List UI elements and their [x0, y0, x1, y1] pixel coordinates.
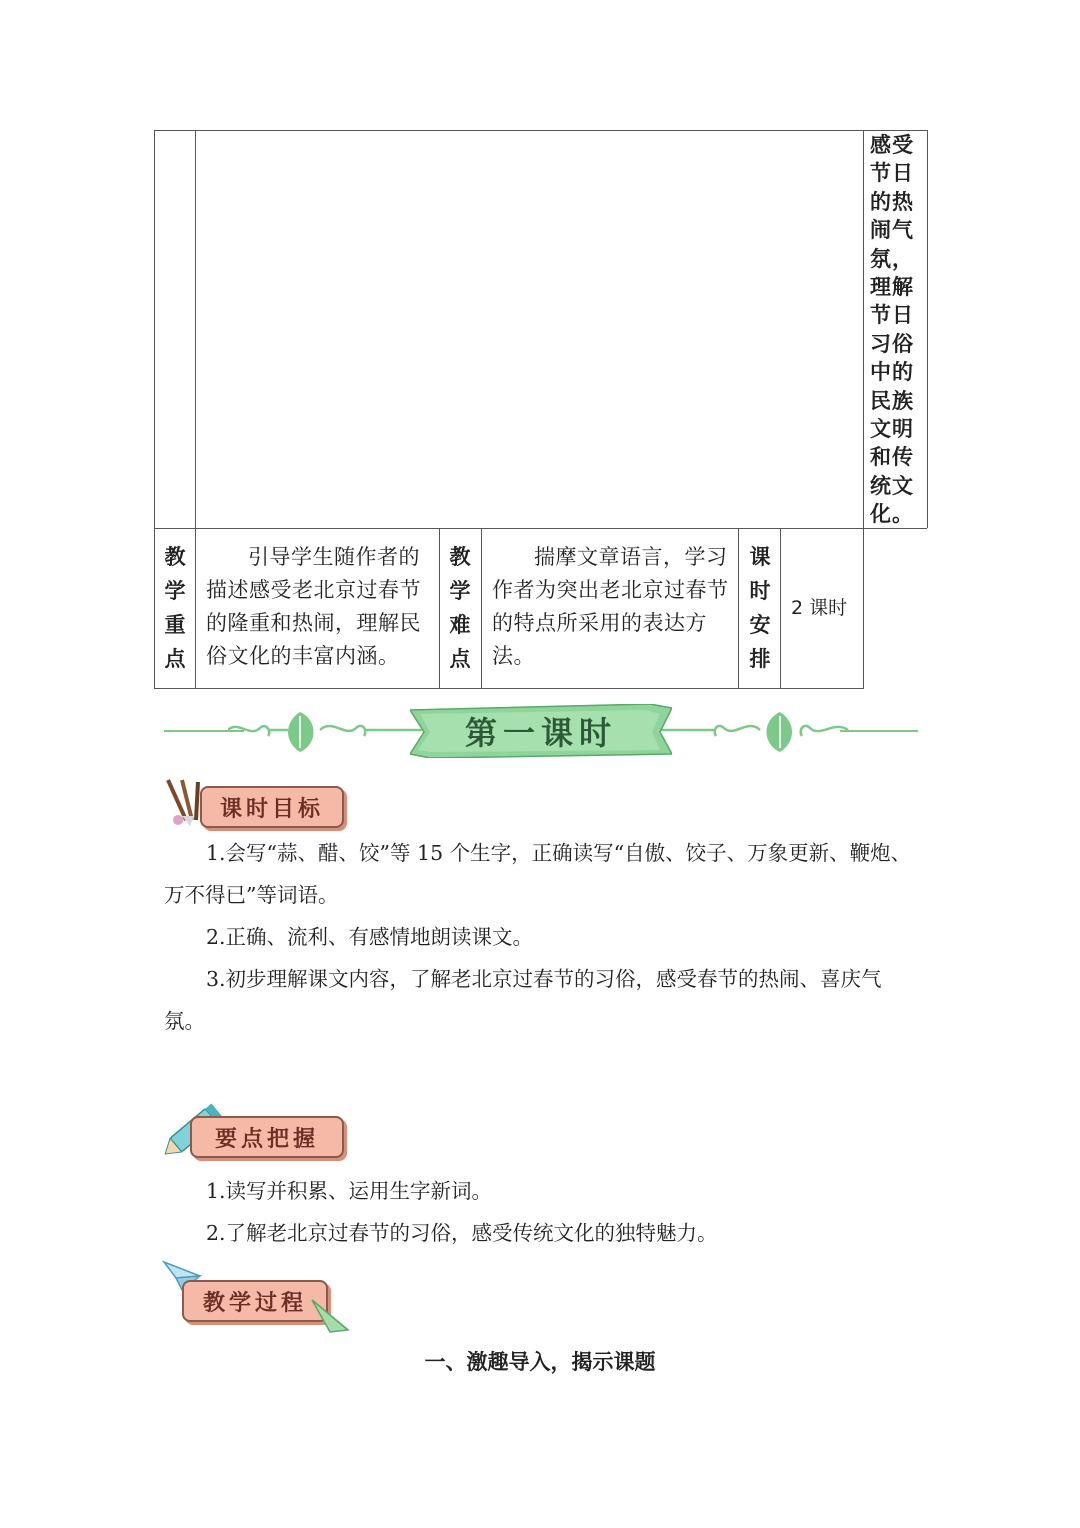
objectives-badge: 课时目标 — [200, 786, 344, 828]
key-point-item-1: 1.读写并积累、运用生字新词。 — [206, 1179, 493, 1203]
schedule-value: 2 课时 — [791, 597, 848, 619]
key-points-badge: 要点把握 — [190, 1116, 344, 1158]
vine-ornament-right — [652, 708, 852, 756]
table-border-bottom — [154, 688, 864, 689]
difficulty-label: 教 学 难 点 — [449, 544, 471, 671]
objective-item-2: 2.正确、流利、有感情地朗读课文。 — [206, 925, 534, 949]
table-divider — [780, 528, 781, 688]
objective-item-1: 1.会写“蒜、醋、饺”等 15 个生字，正确读写“自傲、饺子、万象更新、鞭炮、万不得已”等词语。 — [164, 841, 912, 907]
goal-fragment-cell: 感受节日的热闹气氛，理解节日习俗中的民族文明和传统文化。 — [870, 132, 914, 527]
vine-ornament-left — [228, 708, 428, 756]
table-border-right — [927, 130, 928, 528]
table-divider — [863, 130, 864, 689]
banner-title: 第一课时 — [464, 714, 617, 752]
key-point-label: 教 学 重 点 — [164, 544, 186, 671]
paper-plane-icon — [310, 1296, 350, 1334]
key-point-text: 引导学生随作者的描述感受老北京过春节的隆重和热闹，理解民俗文化的丰富内涵。 — [206, 545, 421, 668]
objective-item-3: 3.初步理解课文内容，了解老北京过春节的习俗，感受春节的热闹、喜庆气氛。 — [164, 967, 882, 1033]
table-border-top — [154, 130, 927, 131]
schedule-label: 课 时 安 排 — [749, 544, 771, 671]
section-heading: 一、激趣导入，揭示课题 — [424, 1349, 656, 1374]
table-divider — [195, 130, 196, 689]
table-row-divider — [154, 528, 927, 529]
key-point-item-2: 2.了解老北京过春节的习俗，感受传统文化的独特魅力。 — [206, 1221, 718, 1245]
table-divider — [738, 528, 739, 688]
difficulty-text: 揣摩文章语言，学习作者为突出老北京过春节的特点所采用的表达方法。 — [492, 545, 729, 668]
table-divider — [481, 528, 482, 688]
process-badge: 教学过程 — [182, 1280, 328, 1322]
